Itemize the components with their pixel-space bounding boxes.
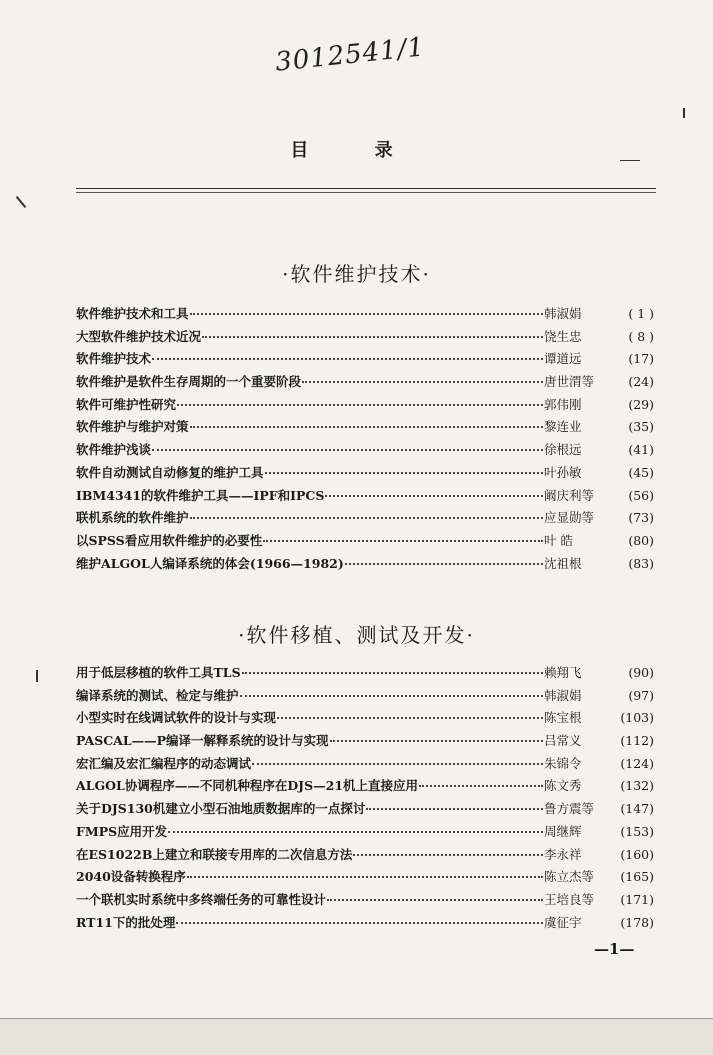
dot-leader — [345, 563, 543, 565]
dot-leader — [152, 358, 543, 360]
entry-page: (35) — [628, 419, 654, 435]
section-heading-maintenance: ·软件维护技术· — [282, 262, 431, 286]
entry-page: (56) — [628, 487, 654, 503]
entry-author: 叶 皓 — [544, 532, 573, 548]
entry-author: 沈祖根 — [544, 555, 582, 571]
entry-title: FMPS应用开发 — [76, 823, 168, 839]
dot-leader — [187, 876, 543, 878]
entry-page: ( 8 ) — [628, 328, 654, 344]
dot-leader — [176, 922, 543, 924]
entry-author: 吕常义 — [544, 733, 582, 749]
toc-entry[interactable] — [76, 799, 654, 822]
toc-entry[interactable] — [76, 372, 654, 395]
entry-title: 关于DJS130机建立小型石油地质数据库的一点探讨 — [76, 801, 366, 817]
entry-author: 周继辉 — [544, 823, 582, 839]
entry-page: (178) — [620, 914, 654, 930]
entry-author: 虞征宇 — [544, 914, 582, 930]
entry-title: 在ES1022B上建立和联接专用库的二次信息方法 — [76, 846, 353, 862]
scan-speck — [683, 108, 685, 118]
dot-leader — [202, 336, 543, 338]
toc-entry[interactable] — [76, 754, 654, 777]
entry-title: 编译系统的测试、检定与维护 — [76, 687, 239, 703]
toc-entry[interactable] — [76, 554, 654, 577]
entry-title: 联机系统的软件维护 — [76, 510, 189, 526]
toc-entry[interactable] — [76, 417, 654, 440]
scan-speck — [36, 670, 38, 682]
dot-leader — [190, 426, 543, 428]
scan-speck — [620, 160, 640, 161]
entry-page: (45) — [628, 464, 654, 480]
toc-entry[interactable] — [76, 867, 654, 890]
dot-leader — [190, 313, 543, 315]
entry-page: (147) — [620, 801, 654, 817]
entry-page: (103) — [620, 710, 654, 726]
dot-leader — [277, 717, 543, 719]
entry-page: (80) — [628, 532, 654, 548]
dot-leader — [242, 672, 543, 674]
entry-title: 软件维护是软件生存周期的一个重要阶段 — [76, 374, 302, 390]
toc-entry[interactable] — [76, 686, 654, 709]
entry-page: (29) — [628, 396, 654, 412]
entry-title: 用于低层移植的软件工具TLS — [76, 665, 241, 680]
toc-entry[interactable] — [76, 822, 654, 845]
dot-leader — [419, 785, 543, 787]
entry-title: ALGOL协调程序——不同机种程序在DJS—21机上直接应用 — [76, 778, 419, 794]
toc-entry[interactable] — [76, 708, 654, 731]
toc-section-porting — [76, 663, 654, 935]
toc-entry[interactable] — [76, 508, 654, 531]
toc-entry[interactable] — [76, 531, 654, 554]
dot-leader — [177, 404, 543, 406]
entry-author: 陈文秀 — [544, 778, 582, 794]
entry-author: 韩淑娟 — [544, 306, 582, 321]
scan-bottom-edge — [0, 1018, 713, 1055]
toc-entry[interactable] — [76, 327, 654, 350]
entry-author: 郭伟刚 — [544, 396, 582, 412]
entry-title: 软件自动测试自动修复的维护工具 — [76, 464, 264, 480]
handwritten-catalog-code: 3012541/1 — [273, 32, 427, 78]
entry-author: 韩淑娟 — [544, 687, 582, 703]
entry-author: 赖翔飞 — [544, 665, 582, 680]
toc-entry[interactable] — [76, 913, 654, 936]
entry-page: (24) — [628, 374, 654, 390]
toc-entry[interactable] — [76, 395, 654, 418]
toc-title: 目 录 — [290, 140, 423, 161]
entry-page: (112) — [620, 733, 654, 749]
entry-author: 陈立杰等 — [544, 869, 595, 885]
dot-leader — [152, 449, 543, 451]
toc-entry[interactable] — [76, 731, 654, 754]
entry-title: 2040设备转换程序 — [76, 869, 186, 885]
dot-leader — [366, 808, 543, 810]
entry-page: (160) — [620, 846, 654, 862]
entry-page: (97) — [628, 687, 654, 703]
entry-author: 鲁方震等 — [544, 801, 595, 817]
entry-page: (83) — [628, 555, 654, 571]
entry-author: 陈宝根 — [544, 710, 582, 726]
toc-entry[interactable] — [76, 663, 654, 686]
entry-title: 软件维护与维护对策 — [76, 419, 189, 435]
dot-leader — [327, 899, 543, 901]
entry-title: IBM4341的软件维护工具——IPF和IPCS — [76, 487, 325, 503]
toc-entry[interactable] — [76, 463, 654, 486]
entry-title: 一个联机实时系统中多终端任务的可靠性设计 — [76, 891, 327, 907]
toc-entry[interactable] — [76, 776, 654, 799]
toc-entry[interactable] — [76, 845, 654, 868]
entry-author: 唐世渭等 — [544, 374, 595, 390]
dot-leader — [325, 495, 543, 497]
entry-title: 小型实时在线调试软件的设计与实现 — [76, 710, 277, 726]
entry-title: 软件可维护性研究 — [76, 396, 177, 412]
entry-author: 饶生忠 — [544, 328, 582, 344]
entry-author: 王培良等 — [544, 891, 595, 907]
entry-page: (41) — [628, 442, 654, 458]
entry-page: (124) — [620, 755, 654, 771]
entry-author: 黎连业 — [544, 419, 582, 435]
toc-entry[interactable] — [76, 304, 654, 327]
toc-entry[interactable] — [76, 486, 654, 509]
entry-title: 软件维护浅谈 — [76, 442, 152, 458]
entry-author: 阚庆利等 — [544, 487, 595, 503]
dot-leader — [353, 854, 543, 856]
dot-leader — [252, 763, 543, 765]
entry-title: RT11下的批处理 — [76, 914, 176, 930]
dot-leader — [190, 517, 543, 519]
entry-title: 软件维护技术 — [76, 351, 152, 367]
entry-page: (171) — [620, 891, 654, 907]
entry-page: (153) — [620, 823, 654, 839]
entry-author: 叶孙敏 — [544, 464, 582, 480]
entry-title: 大型软件维护技术近况 — [76, 328, 202, 344]
entry-author: 应显勋等 — [544, 510, 595, 526]
page-number: —1— — [594, 940, 635, 958]
entry-title: PASCAL——P编译一解释系统的设计与实现 — [76, 733, 329, 749]
entry-title: 以SPSS看应用软件维护的必要性 — [76, 532, 263, 548]
entry-page: (73) — [628, 510, 654, 526]
entry-page: (132) — [620, 778, 654, 794]
entry-title: 软件维护技术和工具 — [76, 306, 189, 321]
dot-leader — [263, 540, 543, 542]
top-rule-thin — [76, 192, 656, 193]
dot-leader — [240, 695, 543, 697]
entry-author: 朱锦令 — [544, 755, 582, 771]
section-heading-porting: ·软件移植、测试及开发· — [238, 623, 475, 647]
dot-leader — [302, 381, 543, 383]
toc-entry[interactable] — [76, 890, 654, 913]
entry-page: ( 1 ) — [628, 306, 654, 321]
toc-entry[interactable] — [76, 440, 654, 463]
scan-speck — [16, 196, 27, 208]
entry-author: 徐根远 — [544, 442, 582, 458]
entry-title: 维护ALGOL人编译系统的体会(1966—1982) — [76, 555, 344, 571]
entry-author: 谭道远 — [544, 351, 582, 367]
entry-page: (165) — [620, 869, 654, 885]
top-rule — [76, 188, 656, 189]
toc-entry[interactable] — [76, 349, 654, 372]
dot-leader — [168, 831, 543, 833]
entry-title: 宏汇编及宏汇编程序的动态调试 — [76, 755, 252, 771]
dot-leader — [265, 472, 543, 474]
entry-author: 李永祥 — [544, 846, 582, 862]
toc-section-maintenance — [76, 304, 654, 576]
dot-leader — [330, 740, 543, 742]
entry-page: (90) — [628, 665, 654, 680]
entry-page: (17) — [628, 351, 654, 367]
